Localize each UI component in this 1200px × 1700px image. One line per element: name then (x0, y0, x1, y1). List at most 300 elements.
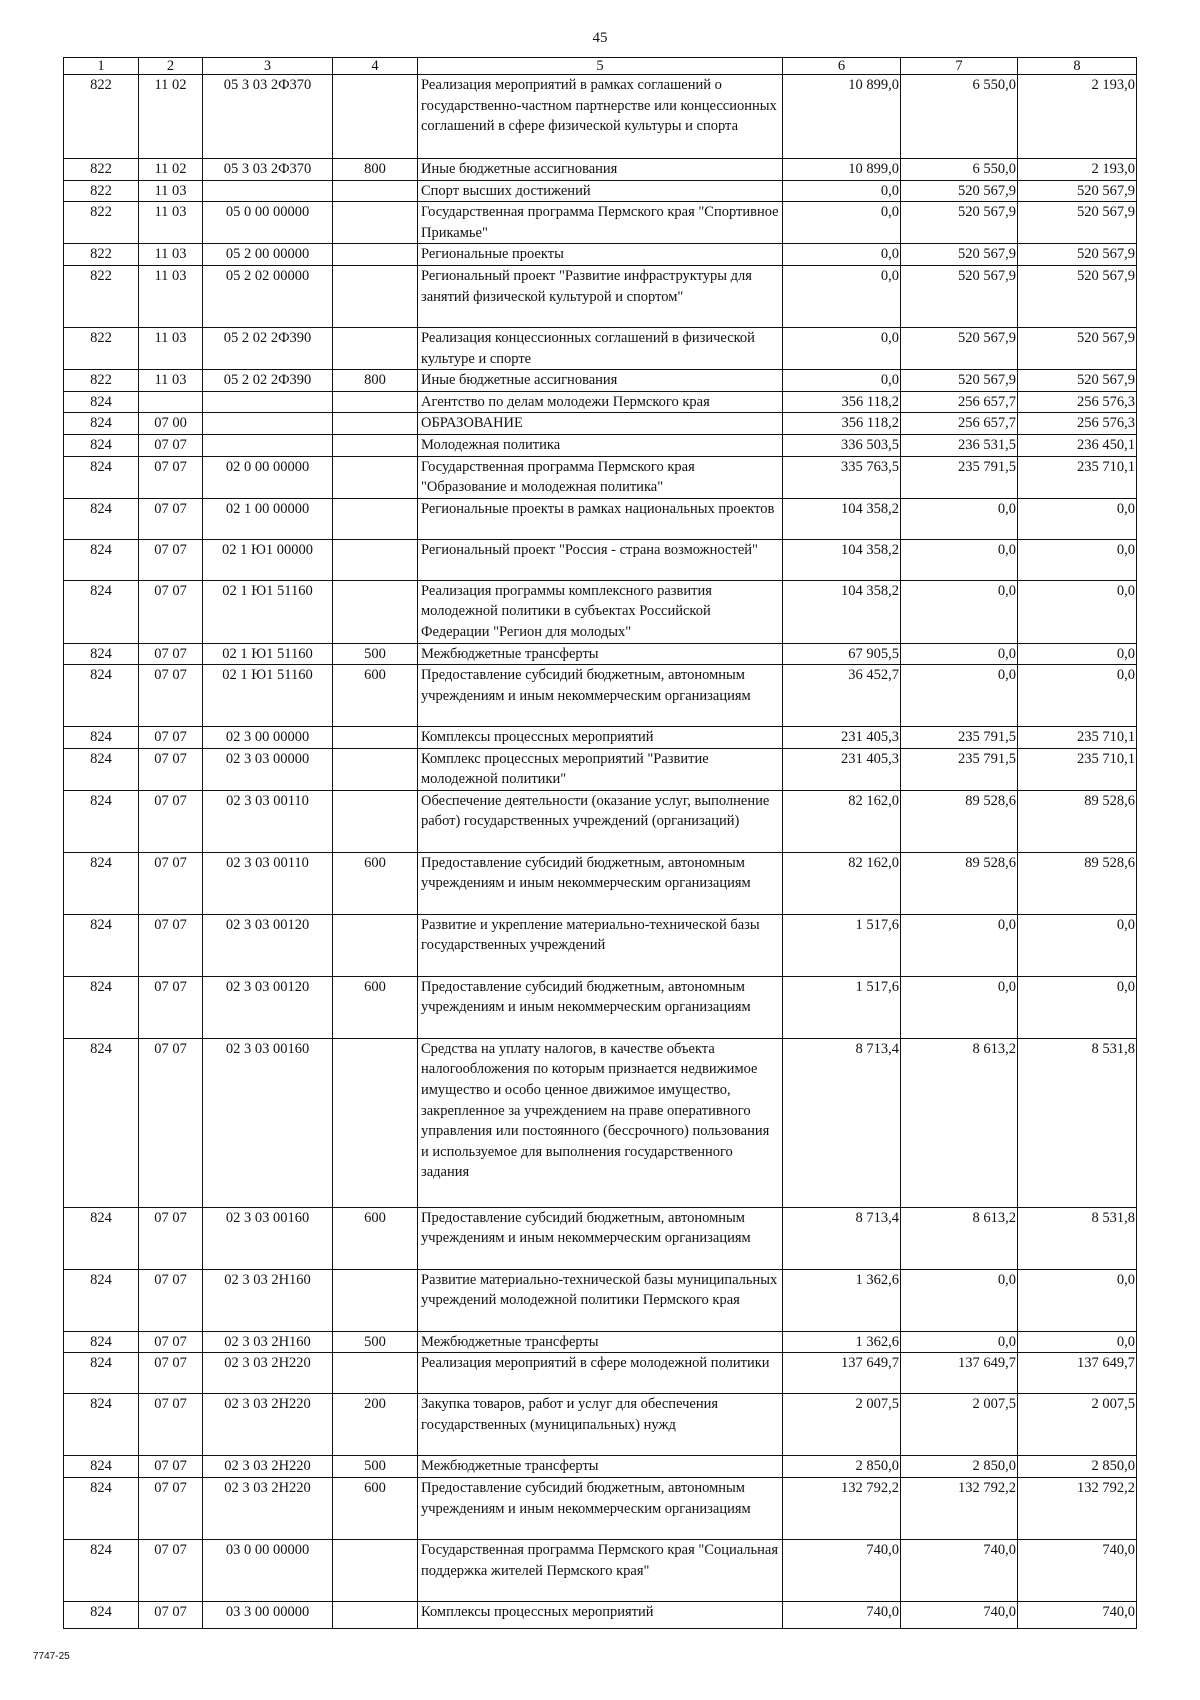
ministry-code: 824 (64, 1394, 139, 1456)
amount-col6: 0,0 (783, 370, 901, 392)
section-code: 11 03 (139, 202, 203, 244)
ministry-code: 824 (64, 539, 139, 580)
ministry-code: 824 (64, 665, 139, 727)
target-article-code: 02 3 03 00160 (203, 1207, 333, 1269)
table-row (64, 1456, 1137, 1478)
amount-col7: 89 528,6 (901, 852, 1018, 914)
table-row (64, 1353, 1137, 1394)
expense-type-code: 800 (333, 159, 418, 181)
ministry-code: 824 (64, 456, 139, 498)
amount-col8: 2 193,0 (1018, 159, 1137, 181)
amount-col6: 2 850,0 (783, 1456, 901, 1478)
amount-col8: 2 850,0 (1018, 1456, 1137, 1478)
target-article-code: 02 3 03 2Н220 (203, 1478, 333, 1540)
table-row (64, 180, 1137, 202)
table-row (64, 1478, 1137, 1540)
ministry-code: 824 (64, 1269, 139, 1331)
table-row (64, 643, 1137, 665)
table-row (64, 790, 1137, 852)
expense-type-code: 600 (333, 852, 418, 914)
amount-col7: 0,0 (901, 976, 1018, 1038)
target-article-code: 02 3 03 2Н160 (203, 1331, 333, 1353)
amount-col8: 235 710,1 (1018, 456, 1137, 498)
amount-col8: 520 567,9 (1018, 244, 1137, 266)
section-code: 07 07 (139, 1038, 203, 1207)
ministry-code: 824 (64, 434, 139, 456)
target-article-code (203, 180, 333, 202)
ministry-code: 822 (64, 265, 139, 327)
target-article-code: 05 3 03 2Ф370 (203, 75, 333, 159)
target-article-code: 02 3 03 00120 (203, 914, 333, 976)
table-row (64, 1331, 1137, 1353)
item-name: Региональный проект "Россия - страна возможностей" (418, 539, 783, 580)
target-article-code: 02 3 03 00160 (203, 1038, 333, 1207)
ministry-code: 824 (64, 1038, 139, 1207)
amount-col8: 740,0 (1018, 1602, 1137, 1629)
item-name: Реализация мероприятий в сфере молодежной политики (418, 1353, 783, 1394)
expense-type-code: 200 (333, 1394, 418, 1456)
ministry-code: 824 (64, 1207, 139, 1269)
item-name: Межбюджетные трансферты (418, 643, 783, 665)
expense-type-code (333, 413, 418, 435)
target-article-code: 05 3 03 2Ф370 (203, 159, 333, 181)
amount-col6: 8 713,4 (783, 1207, 901, 1269)
section-code: 07 07 (139, 1540, 203, 1602)
ministry-code: 822 (64, 159, 139, 181)
footer-code: 7747-25 (33, 1651, 70, 1662)
item-name: Региональные проекты (418, 244, 783, 266)
amount-col6: 2 007,5 (783, 1394, 901, 1456)
amount-col7: 0,0 (901, 914, 1018, 976)
target-article-code (203, 391, 333, 413)
section-code: 07 07 (139, 790, 203, 852)
section-code (139, 391, 203, 413)
expense-type-code (333, 498, 418, 539)
target-article-code: 02 3 03 00000 (203, 748, 333, 790)
amount-col7: 0,0 (901, 643, 1018, 665)
amount-col6: 231 405,3 (783, 727, 901, 749)
section-code: 11 03 (139, 327, 203, 369)
section-code: 07 07 (139, 852, 203, 914)
amount-col6: 1 362,6 (783, 1331, 901, 1353)
table-row (64, 976, 1137, 1038)
amount-col6: 1 517,6 (783, 976, 901, 1038)
expense-type-code: 600 (333, 976, 418, 1038)
table-row (64, 413, 1137, 435)
item-name: Предоставление субсидий бюджетным, автономным учреждениям и иным некоммерческим организациям (418, 1478, 783, 1540)
budget-table (63, 57, 1137, 1629)
ministry-code: 824 (64, 914, 139, 976)
target-article-code: 02 1 Ю1 51160 (203, 665, 333, 727)
amount-col8: 2 007,5 (1018, 1394, 1137, 1456)
table-row (64, 914, 1137, 976)
ministry-code: 824 (64, 727, 139, 749)
section-code: 07 07 (139, 434, 203, 456)
target-article-code: 02 3 00 00000 (203, 727, 333, 749)
expense-type-code (333, 327, 418, 369)
amount-col6: 10 899,0 (783, 159, 901, 181)
ministry-code: 824 (64, 1331, 139, 1353)
expense-type-code (333, 790, 418, 852)
table-row (64, 244, 1137, 266)
table-row (64, 265, 1137, 327)
amount-col7: 0,0 (901, 1269, 1018, 1331)
amount-col7: 520 567,9 (901, 265, 1018, 327)
amount-col7: 8 613,2 (901, 1038, 1018, 1207)
amount-col8: 236 450,1 (1018, 434, 1137, 456)
item-name: Комплекс процессных мероприятий "Развитие молодежной политики" (418, 748, 783, 790)
item-name: Комплексы процессных мероприятий (418, 1602, 783, 1629)
amount-col6: 740,0 (783, 1602, 901, 1629)
section-code: 07 07 (139, 1269, 203, 1331)
item-name: Реализация мероприятий в рамках соглашений о государственно-частном партнерстве или концессионных соглашений в сфере физической культуры и спорта (418, 75, 783, 159)
amount-col6: 67 905,5 (783, 643, 901, 665)
page-number: 45 (592, 30, 608, 46)
column-header: 2 (139, 58, 203, 75)
expense-type-code (333, 727, 418, 749)
amount-col8: 0,0 (1018, 643, 1137, 665)
target-article-code: 02 1 Ю1 51160 (203, 580, 333, 643)
amount-col6: 82 162,0 (783, 852, 901, 914)
section-code: 07 07 (139, 498, 203, 539)
amount-col8: 520 567,9 (1018, 370, 1137, 392)
ministry-code: 824 (64, 1602, 139, 1629)
amount-col8: 0,0 (1018, 539, 1137, 580)
section-code: 11 03 (139, 370, 203, 392)
amount-col7: 520 567,9 (901, 370, 1018, 392)
table-row (64, 327, 1137, 369)
section-code: 07 07 (139, 748, 203, 790)
item-name: Обеспечение деятельности (оказание услуг, выполнение работ) государственных учреждений (организаций) (418, 790, 783, 852)
section-code: 07 07 (139, 1353, 203, 1394)
column-header: 4 (333, 58, 418, 75)
expense-type-code (333, 75, 418, 159)
amount-col7: 6 550,0 (901, 75, 1018, 159)
amount-col7: 256 657,7 (901, 413, 1018, 435)
target-article-code: 05 2 02 2Ф390 (203, 327, 333, 369)
item-name: ОБРАЗОВАНИЕ (418, 413, 783, 435)
amount-col7: 0,0 (901, 498, 1018, 539)
amount-col7: 0,0 (901, 539, 1018, 580)
amount-col8: 235 710,1 (1018, 727, 1137, 749)
section-code: 11 02 (139, 159, 203, 181)
item-name: Агентство по делам молодежи Пермского края (418, 391, 783, 413)
column-header: 3 (203, 58, 333, 75)
expense-type-code (333, 1540, 418, 1602)
item-name: Предоставление субсидий бюджетным, автономным учреждениям и иным некоммерческим организациям (418, 852, 783, 914)
amount-col7: 520 567,9 (901, 180, 1018, 202)
target-article-code (203, 413, 333, 435)
expense-type-code: 800 (333, 370, 418, 392)
amount-col8: 137 649,7 (1018, 1353, 1137, 1394)
table-row (64, 852, 1137, 914)
amount-col6: 336 503,5 (783, 434, 901, 456)
amount-col6: 740,0 (783, 1540, 901, 1602)
ministry-code: 822 (64, 244, 139, 266)
table-row (64, 202, 1137, 244)
table-row (64, 1038, 1137, 1207)
section-code: 07 07 (139, 539, 203, 580)
target-article-code: 05 0 00 00000 (203, 202, 333, 244)
amount-col8: 0,0 (1018, 976, 1137, 1038)
target-article-code: 05 2 02 00000 (203, 265, 333, 327)
table-row (64, 580, 1137, 643)
item-name: Государственная программа Пермского края "Спортивное Прикамье" (418, 202, 783, 244)
ministry-code: 824 (64, 1353, 139, 1394)
amount-col8: 740,0 (1018, 1540, 1137, 1602)
target-article-code: 02 3 03 2Н160 (203, 1269, 333, 1331)
amount-col8: 520 567,9 (1018, 180, 1137, 202)
expense-type-code (333, 914, 418, 976)
item-name: Иные бюджетные ассигнования (418, 159, 783, 181)
expense-type-code (333, 180, 418, 202)
expense-type-code (333, 265, 418, 327)
section-code: 07 07 (139, 643, 203, 665)
target-article-code: 02 3 03 2Н220 (203, 1353, 333, 1394)
amount-col6: 132 792,2 (783, 1478, 901, 1540)
section-code: 07 07 (139, 1478, 203, 1540)
ministry-code: 824 (64, 1540, 139, 1602)
amount-col7: 235 791,5 (901, 727, 1018, 749)
section-code: 07 07 (139, 1456, 203, 1478)
section-code: 07 07 (139, 1602, 203, 1629)
item-name: Реализация программы комплексного развития молодежной политики в субъектах Российской Федерации "Регион для молодых" (418, 580, 783, 643)
amount-col8: 0,0 (1018, 914, 1137, 976)
item-name: Государственная программа Пермского края "Социальная поддержка жителей Пермского края" (418, 1540, 783, 1602)
amount-col8: 89 528,6 (1018, 852, 1137, 914)
target-article-code: 02 3 03 00110 (203, 852, 333, 914)
amount-col8: 8 531,8 (1018, 1207, 1137, 1269)
amount-col7: 0,0 (901, 580, 1018, 643)
amount-col8: 2 193,0 (1018, 75, 1137, 159)
amount-col6: 104 358,2 (783, 539, 901, 580)
amount-col8: 256 576,3 (1018, 391, 1137, 413)
amount-col6: 1 517,6 (783, 914, 901, 976)
section-code: 07 07 (139, 727, 203, 749)
table-row (64, 1269, 1137, 1331)
expense-type-code: 500 (333, 1456, 418, 1478)
amount-col7: 6 550,0 (901, 159, 1018, 181)
item-name: Реализация концессионных соглашений в физической культуре и спорте (418, 327, 783, 369)
expense-type-code (333, 202, 418, 244)
table-row (64, 1602, 1137, 1629)
amount-col7: 8 613,2 (901, 1207, 1018, 1269)
expense-type-code: 600 (333, 1478, 418, 1540)
expense-type-code (333, 1353, 418, 1394)
amount-col7: 520 567,9 (901, 244, 1018, 266)
section-code: 11 02 (139, 75, 203, 159)
expense-type-code (333, 1038, 418, 1207)
amount-col6: 104 358,2 (783, 580, 901, 643)
amount-col8: 520 567,9 (1018, 202, 1137, 244)
amount-col6: 0,0 (783, 265, 901, 327)
item-name: Закупка товаров, работ и услуг для обеспечения государственных (муниципальных) нужд (418, 1394, 783, 1456)
ministry-code: 822 (64, 370, 139, 392)
amount-col8: 89 528,6 (1018, 790, 1137, 852)
target-article-code: 02 0 00 00000 (203, 456, 333, 498)
amount-col8: 0,0 (1018, 498, 1137, 539)
section-code: 11 03 (139, 244, 203, 266)
item-name: Развитие материально-технической базы муниципальных учреждений молодежной политики Пермского края (418, 1269, 783, 1331)
table-row (64, 75, 1137, 159)
column-header: 8 (1018, 58, 1137, 75)
table-row (64, 539, 1137, 580)
ministry-code: 822 (64, 180, 139, 202)
amount-col6: 10 899,0 (783, 75, 901, 159)
amount-col6: 356 118,2 (783, 391, 901, 413)
expense-type-code (333, 539, 418, 580)
item-name: Региональный проект "Развитие инфраструктуры для занятий физической культурой и спортом" (418, 265, 783, 327)
ministry-code: 824 (64, 976, 139, 1038)
expense-type-code: 500 (333, 643, 418, 665)
amount-col7: 2 850,0 (901, 1456, 1018, 1478)
amount-col7: 0,0 (901, 1331, 1018, 1353)
amount-col7: 740,0 (901, 1602, 1018, 1629)
ministry-code: 824 (64, 498, 139, 539)
table-row (64, 434, 1137, 456)
amount-col6: 137 649,7 (783, 1353, 901, 1394)
header-row (64, 58, 1137, 75)
column-header: 6 (783, 58, 901, 75)
section-code: 07 07 (139, 914, 203, 976)
amount-col6: 0,0 (783, 327, 901, 369)
section-code: 07 07 (139, 1207, 203, 1269)
expense-type-code (333, 748, 418, 790)
amount-col7: 520 567,9 (901, 202, 1018, 244)
item-name: Развитие и укрепление материально-технической базы государственных учреждений (418, 914, 783, 976)
item-name: Предоставление субсидий бюджетным, автономным учреждениям и иным некоммерческим организациям (418, 1207, 783, 1269)
column-header: 7 (901, 58, 1018, 75)
item-name: Государственная программа Пермского края "Образование и молодежная политика" (418, 456, 783, 498)
item-name: Региональные проекты в рамках национальных проектов (418, 498, 783, 539)
amount-col7: 132 792,2 (901, 1478, 1018, 1540)
ministry-code: 822 (64, 75, 139, 159)
target-article-code: 02 3 03 00110 (203, 790, 333, 852)
expense-type-code (333, 434, 418, 456)
item-name: Межбюджетные трансферты (418, 1331, 783, 1353)
ministry-code: 824 (64, 790, 139, 852)
item-name: Предоставление субсидий бюджетным, автономным учреждениям и иным некоммерческим организациям (418, 976, 783, 1038)
table-row (64, 370, 1137, 392)
ministry-code: 824 (64, 413, 139, 435)
amount-col8: 520 567,9 (1018, 327, 1137, 369)
target-article-code (203, 434, 333, 456)
amount-col8: 520 567,9 (1018, 265, 1137, 327)
amount-col7: 235 791,5 (901, 748, 1018, 790)
ministry-code: 824 (64, 852, 139, 914)
amount-col8: 8 531,8 (1018, 1038, 1137, 1207)
expense-type-code: 600 (333, 1207, 418, 1269)
ministry-code: 824 (64, 1456, 139, 1478)
amount-col6: 36 452,7 (783, 665, 901, 727)
table-row (64, 748, 1137, 790)
item-name: Комплексы процессных мероприятий (418, 727, 783, 749)
section-code: 07 07 (139, 1331, 203, 1353)
target-article-code: 05 2 00 00000 (203, 244, 333, 266)
target-article-code: 02 1 Ю1 00000 (203, 539, 333, 580)
amount-col7: 236 531,5 (901, 434, 1018, 456)
amount-col6: 0,0 (783, 244, 901, 266)
item-name: Предоставление субсидий бюджетным, автономным учреждениям и иным некоммерческим организациям (418, 665, 783, 727)
amount-col7: 137 649,7 (901, 1353, 1018, 1394)
table-row (64, 159, 1137, 181)
target-article-code: 03 3 00 00000 (203, 1602, 333, 1629)
amount-col7: 256 657,7 (901, 391, 1018, 413)
amount-col6: 8 713,4 (783, 1038, 901, 1207)
amount-col7: 235 791,5 (901, 456, 1018, 498)
amount-col7: 520 567,9 (901, 327, 1018, 369)
section-code: 07 07 (139, 456, 203, 498)
ministry-code: 824 (64, 580, 139, 643)
ministry-code: 822 (64, 327, 139, 369)
amount-col8: 256 576,3 (1018, 413, 1137, 435)
item-name: Спорт высших достижений (418, 180, 783, 202)
amount-col6: 231 405,3 (783, 748, 901, 790)
expense-type-code (333, 580, 418, 643)
target-article-code: 03 0 00 00000 (203, 1540, 333, 1602)
column-header: 1 (64, 58, 139, 75)
item-name: Межбюджетные трансферты (418, 1456, 783, 1478)
section-code: 11 03 (139, 265, 203, 327)
target-article-code: 02 1 Ю1 51160 (203, 643, 333, 665)
ministry-code: 824 (64, 748, 139, 790)
expense-type-code: 600 (333, 665, 418, 727)
amount-col7: 740,0 (901, 1540, 1018, 1602)
table-row (64, 456, 1137, 498)
target-article-code: 02 3 03 00120 (203, 976, 333, 1038)
amount-col6: 1 362,6 (783, 1269, 901, 1331)
target-article-code: 05 2 02 2Ф390 (203, 370, 333, 392)
section-code: 07 07 (139, 665, 203, 727)
expense-type-code (333, 1602, 418, 1629)
section-code: 11 03 (139, 180, 203, 202)
item-name: Иные бюджетные ассигнования (418, 370, 783, 392)
amount-col6: 356 118,2 (783, 413, 901, 435)
table-row (64, 1394, 1137, 1456)
expense-type-code (333, 244, 418, 266)
amount-col8: 0,0 (1018, 580, 1137, 643)
section-code: 07 00 (139, 413, 203, 435)
item-name: Молодежная политика (418, 434, 783, 456)
amount-col8: 0,0 (1018, 665, 1137, 727)
ministry-code: 824 (64, 643, 139, 665)
ministry-code: 822 (64, 202, 139, 244)
table-row (64, 727, 1137, 749)
amount-col8: 0,0 (1018, 1269, 1137, 1331)
table-row (64, 1540, 1137, 1602)
expense-type-code (333, 1269, 418, 1331)
expense-type-code: 500 (333, 1331, 418, 1353)
amount-col7: 2 007,5 (901, 1394, 1018, 1456)
amount-col7: 0,0 (901, 665, 1018, 727)
expense-type-code (333, 456, 418, 498)
section-code: 07 07 (139, 976, 203, 1038)
section-code: 07 07 (139, 580, 203, 643)
target-article-code: 02 1 00 00000 (203, 498, 333, 539)
ministry-code: 824 (64, 391, 139, 413)
amount-col6: 335 763,5 (783, 456, 901, 498)
column-header: 5 (418, 58, 783, 75)
amount-col6: 104 358,2 (783, 498, 901, 539)
ministry-code: 824 (64, 1478, 139, 1540)
target-article-code: 02 3 03 2Н220 (203, 1394, 333, 1456)
amount-col8: 132 792,2 (1018, 1478, 1137, 1540)
table-row (64, 1207, 1137, 1269)
amount-col8: 0,0 (1018, 1331, 1137, 1353)
expense-type-code (333, 391, 418, 413)
table-row (64, 665, 1137, 727)
amount-col7: 89 528,6 (901, 790, 1018, 852)
